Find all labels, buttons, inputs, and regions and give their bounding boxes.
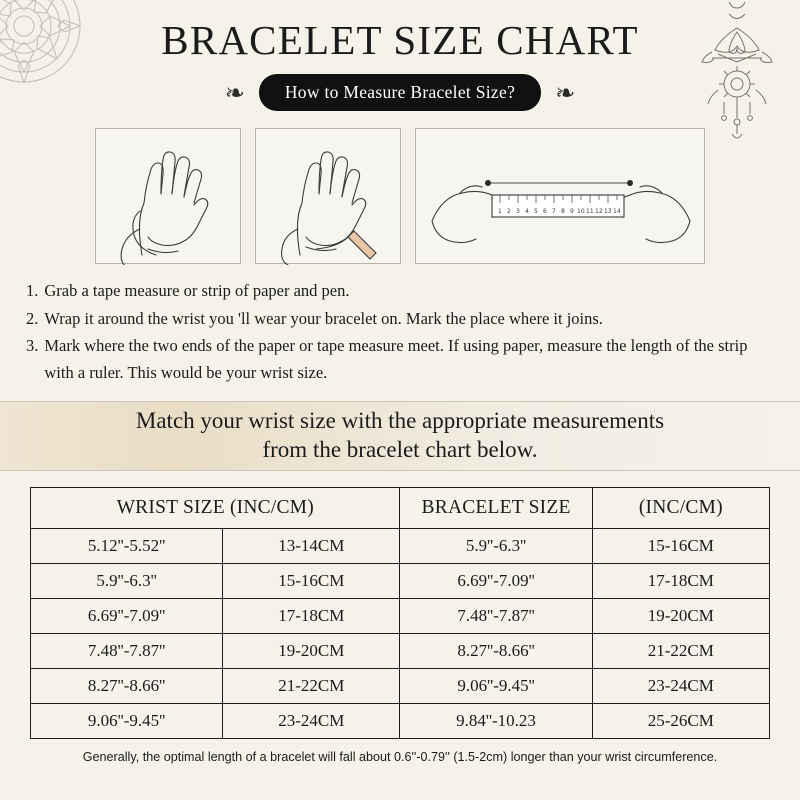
cell-wrist-cm: 19-20CM — [223, 633, 400, 668]
svg-text:14: 14 — [613, 208, 621, 215]
cell-bracelet-inch: 9.84''-10.23 — [400, 703, 592, 738]
svg-text:12: 12 — [595, 208, 603, 215]
svg-text:5: 5 — [534, 208, 538, 215]
ruler-measuring-strip-illustration — [415, 128, 705, 264]
cell-wrist-cm: 13-14CM — [223, 528, 400, 563]
size-table-wrapper — [30, 487, 770, 739]
cell-bracelet-inch: 8.27''-8.66'' — [400, 633, 592, 668]
step-number: 1. — [26, 281, 39, 300]
cell-wrist-inch: 9.06''-9.45'' — [31, 703, 223, 738]
cell-bracelet-inch: 7.48''-7.87'' — [400, 598, 592, 633]
hand-with-paper-strip-illustration — [255, 128, 401, 264]
cell-bracelet-cm: 21-22CM — [592, 633, 769, 668]
cell-wrist-cm: 21-22CM — [223, 668, 400, 703]
cell-bracelet-inch: 6.69''-7.09'' — [400, 563, 592, 598]
cell-bracelet-cm: 25-26CM — [592, 703, 769, 738]
footnote: Generally, the optimal length of a bracelet will fall about 0.6''-0.79'' (1.5-2cm) longer than your wrist circumference. — [82, 749, 718, 764]
svg-text:6: 6 — [543, 208, 547, 215]
step-text: Wrap it around the wrist you 'll wear your bracelet on. Mark the place where it joins. — [44, 308, 603, 328]
table-header-row — [31, 487, 770, 528]
step-text: Mark where the two ends of the paper or tape measure meet. If using paper, measure the length of the strip with a ruler. This would be your wrist size. — [44, 336, 748, 383]
cell-bracelet-cm: 23-24CM — [592, 668, 769, 703]
cell-bracelet-inch: 5.9''-6.3'' — [400, 528, 592, 563]
subtitle-pill: How to Measure Bracelet Size? — [259, 74, 541, 111]
cell-wrist-inch: 6.69''-7.09'' — [31, 598, 223, 633]
table-row — [31, 703, 770, 738]
cell-wrist-inch: 8.27''-8.66'' — [31, 668, 223, 703]
svg-text:4: 4 — [525, 208, 529, 215]
cell-bracelet-cm: 19-20CM — [592, 598, 769, 633]
flourish-right-icon: ❧ — [555, 78, 576, 107]
table-header-bracelet-size: BRACELET SIZE — [400, 487, 592, 528]
cell-wrist-cm: 17-18CM — [223, 598, 400, 633]
table-row — [31, 598, 770, 633]
table-header-bracelet-units: (INC/CM) — [592, 487, 769, 528]
cell-bracelet-cm: 17-18CM — [592, 563, 769, 598]
illustration-row — [0, 128, 800, 264]
page-title: BRACELET SIZE CHART — [161, 17, 639, 63]
cell-wrist-inch: 5.9''-6.3'' — [31, 563, 223, 598]
cell-wrist-inch: 5.12''-5.52'' — [31, 528, 223, 563]
svg-text:3: 3 — [516, 208, 520, 215]
svg-text:2: 2 — [507, 208, 511, 215]
svg-text:11: 11 — [586, 208, 594, 215]
svg-text:10: 10 — [577, 208, 585, 215]
table-header-wrist-size: WRIST SIZE (INC/CM) — [31, 487, 400, 528]
svg-text:8: 8 — [561, 208, 565, 215]
subtitle-row — [0, 74, 800, 111]
step-number: 2. — [26, 308, 39, 328]
cell-wrist-cm: 15-16CM — [223, 563, 400, 598]
list-item — [26, 278, 774, 305]
cell-wrist-cm: 23-24CM — [223, 703, 400, 738]
svg-text:7: 7 — [552, 208, 556, 215]
list-item — [26, 306, 774, 333]
hand-with-tape-measure-illustration — [95, 128, 241, 264]
table-row — [31, 668, 770, 703]
cell-bracelet-inch: 9.06''-9.45'' — [400, 668, 592, 703]
flourish-left-icon: ❧ — [224, 78, 245, 107]
list-item — [26, 333, 774, 386]
table-row — [31, 563, 770, 598]
instruction-steps — [26, 278, 774, 387]
bracelet-size-table — [30, 487, 770, 739]
svg-text:13: 13 — [604, 208, 612, 215]
match-size-banner — [0, 401, 800, 471]
table-row — [31, 528, 770, 563]
banner-line-1: Match your wrist size with the appropriate measurements — [135, 407, 665, 433]
step-number: 3. — [26, 336, 39, 356]
banner-line-2: from the bracelet chart below. — [262, 436, 538, 462]
cell-wrist-inch: 7.48''-7.87'' — [31, 633, 223, 668]
svg-text:9: 9 — [570, 208, 574, 215]
cell-bracelet-cm: 15-16CM — [592, 528, 769, 563]
step-text: Grab a tape measure or strip of paper and pen. — [44, 281, 350, 300]
table-row — [31, 633, 770, 668]
svg-text:1: 1 — [498, 208, 502, 215]
